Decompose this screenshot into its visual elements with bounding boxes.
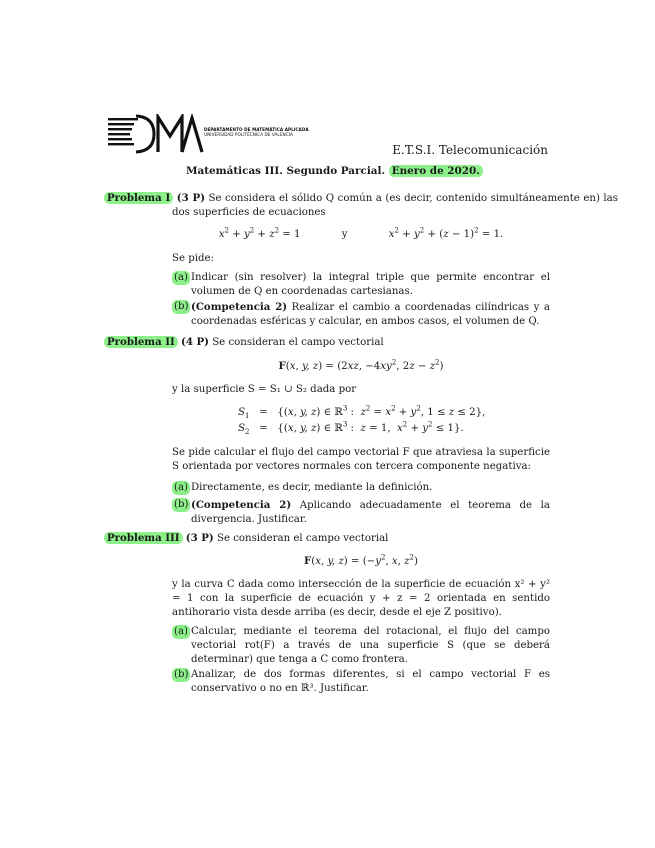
item-a-label: (a)	[172, 271, 190, 285]
item-b-competencia: (Competencia 2)	[191, 499, 292, 511]
exam-title	[186, 164, 483, 178]
problem-1-se-pide: Se pide:	[172, 253, 215, 264]
problem-3-tag: Problema III	[104, 532, 183, 544]
problem-2-surfaces: $S_1 = \{(x$, y, z) ∈ ℝ$^3$ : $z^2 = x^2 + y^2$, 1 ≤ z ≤ 2}, $S_2 = \{(x$, y, z) ∈ ℝ$^3$ : z = 1, $x^2 + y^2 \le 1$}.	[238, 404, 486, 437]
problem-3-field: F(x, y, $z) = (-y^2$, x, $z^2$)	[304, 553, 418, 567]
problem-2-field: F(x, y, z) = (2xz, $-4xy^2$, $2z - z^2$)	[278, 358, 444, 372]
problem-1-equations: $x^2 + y^2 + z^2 = 1$ y $x^2 + y^2 + (z - 1)^2 = 1$.	[218, 226, 504, 240]
problem-2-intro	[104, 335, 550, 350]
item-b-competencia: (Competencia 2)	[191, 301, 288, 313]
problem-2-statement: Se consideran el campo vectorial	[212, 337, 384, 348]
item-a-label: (a)	[172, 625, 190, 639]
item-b-text: Realizar el cambio a coordenadas cilíndricas y a coordenadas esféricas y calcular, en ambos casos, el volumen de Q.	[191, 302, 550, 328]
item-b-label: (b)	[172, 668, 190, 682]
item-b-label: (b)	[172, 498, 190, 512]
school-name: E.T.S.I. Telecomunicación	[392, 143, 548, 157]
logo-line-2: UNIVERSIDAD POLITÉCNICA DE VALENCIA	[204, 132, 293, 138]
department-logo	[108, 114, 309, 156]
item-a-text: Calcular, mediante el teorema del rotacional, el flujo del campo vectorial rot(F) a través de una superficie S (que se deberá determinar) que tenga a C como frontera.	[191, 626, 550, 666]
problem-2-item-b	[172, 498, 550, 527]
item-b-text: Aplicando adecuadamente el teorema de la divergencia. Justificar.	[191, 500, 550, 526]
problem-3-item-b	[172, 668, 550, 696]
item-b-label: (b)	[172, 300, 190, 314]
problem-3-curve-text: y la curva C dada como intersección de la superficie de ecuación x² + y² = 1 con la superficie de ecuación y + z = 2 orientada en sentido antihorario vista desde arriba (es decir, desde el eje Z positivo).	[172, 579, 550, 619]
exam-subject: Matemáticas III. Segundo Parcial.	[186, 165, 386, 177]
item-a-text: Indicar (sin resolver) la integral triple que permite encontrar el volumen de Q en coordenadas cartesianas.	[191, 272, 550, 298]
item-b-text: Analizar, de dos formas diferentes, si el campo vectorial F es conservativo o no en ℝ³. Justificar.	[191, 669, 550, 695]
logo-line-1: DEPARTAMENTO DE MATEMÁTICA APLICADA	[204, 127, 309, 132]
problem-3-intro	[104, 531, 550, 546]
item-a-label: (a)	[172, 481, 190, 495]
problem-1-points: (3 P)	[176, 192, 206, 204]
dma-logo-icon	[108, 114, 204, 156]
problem-2-item-a	[172, 481, 550, 495]
logo-caption	[204, 127, 309, 138]
problem-1-item-b	[172, 300, 550, 329]
problem-2-tag: Problema II	[104, 336, 178, 348]
exam-date: Enero de 2020.	[389, 165, 483, 177]
problem-2-flux-text: Se pide calcular el flujo del campo vectorial F que atraviesa la superficie S orientada por vectores normales con tercera componente negativa:	[172, 447, 550, 473]
problem-3-item-a	[172, 625, 550, 667]
problem-2-points: (4 P)	[181, 336, 209, 348]
problem-1-item-a	[172, 271, 550, 299]
equations-connector: y	[341, 229, 348, 240]
problem-3-statement: Se consideran el campo vectorial	[216, 533, 389, 544]
problem-1-intro	[104, 191, 618, 220]
problem-1-tag: Problema I	[104, 192, 173, 204]
problem-1-statement: Se considera el sólido Q común a (es decir, contenido simultáneamente en) las dos superficies de ecuaciones	[172, 193, 618, 219]
problem-2-surface-intro: y la superficie S = S₁ ∪ S₂ dada por	[172, 384, 357, 395]
item-a-text: Directamente, es decir, mediante la definición.	[191, 482, 433, 493]
problem-3-points: (3 P)	[185, 532, 214, 544]
